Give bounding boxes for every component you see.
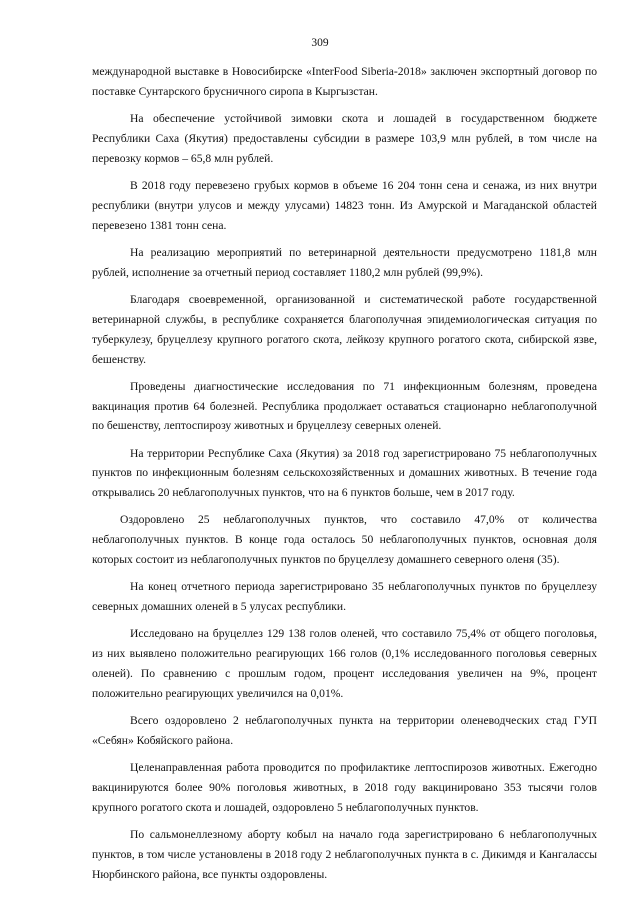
paragraph-wintering-subsidies: На обеспечение устойчивой зимовки скота и лошадей в государственном бюджете Республики Саха (Якутия) предоставлены субсидии в размере 103,9 млн рублей, в том числе на перевозку кормов – 65,8 млн рублей.: [92, 112, 597, 165]
paragraph-brucellosis-research: Исследовано на бруцеллез 129 138 голов оленей, что составило 75,4% от общего поголовья, из них выявлено положительно реагирующих 166 голов (0,1% исследованного поголовья северных оленей). По сравнению с прошлым годом, процент исследования увеличен на 9%, процент положительно реагирующих увеличился на 0,01%.: [92, 627, 597, 701]
paragraph-sebyan-recovery: Всего оздоровлено 2 неблагополучных пункта на территории оленеводческих стад ГУП «Себян» Кобяйского района.: [92, 714, 597, 748]
paragraph-leptospirosis: Целенаправленная работа проводится по профилактике лептоспирозов животных. Ежегодно вакцинируются более 90% поголовья животных, в 2018 году вакцинировано 353 тысячи голов крупного рогатого скота и лошадей, оздоровлено 5 неблагополучных пунктов.: [92, 761, 597, 814]
page-number: 309: [311, 37, 329, 49]
paragraph-veterinary-funding: На реализацию мероприятий по ветеринарной деятельности предусмотрено 1181,8 млн рублей, исполнение за отчетный период составляет 1180,2 млн рублей (99,9%).: [92, 245, 597, 279]
paragraph-reindeer-brucellosis: На конец отчетного периода зарегистрировано 35 неблагополучных пунктов по бруцеллезу северных домашних оленей в 5 улусах республики.: [92, 580, 597, 614]
paragraph-registered-points: На территории Республике Саха (Якутия) за 2018 год зарегистрировано 75 неблагополучных пунктов по инфекционным болезням сельскохозяйственных и домашних животных. В течение года открывались 20 неблагополучных пунктов, что на 6 пунктов больше, чем в 2017 году.: [92, 446, 597, 500]
paragraph-diagnostics: Проведены диагностические исследования по 71 инфекционным болезням, проведена вакцинация против 64 болезней. Республика продолжает оставаться стационарно неблагополучной по бешенству, лептоспирозу животных и бруцеллезу северных оленей.: [92, 379, 597, 433]
paragraph-epidemic-situation: Благодаря своевременной, организованной и систематической работе государственной ветеринарной службы, в республике сохраняется благополучная эпидемиологическая ситуация по туберкулезу, бруцеллезу крупного рогатого скота, лейкозу крупного рогатого скота, сибирской язве, бешенству.: [92, 292, 597, 366]
body-text: [92, 62, 597, 892]
paragraph-recovered-points: Оздоровлено 25 неблагополучных пунктов, что составило 47,0% от количества неблагополучных пунктов. В конце года осталось 50 неблагополучных пунктов, основная доля которых состоит из неблагополучных пунктов по бруцеллезу домашнего северного оленя (35).: [92, 513, 597, 567]
paragraph-export-contract: международной выставке в Новосибирске «InterFood Siberia-2018» заключен экспортный договор по поставке Сунтарского брусничного сиропа в Кыргызстан.: [92, 65, 597, 98]
paragraph-feed-transport: В 2018 году перевезено грубых кормов в объеме 16 204 тонн сена и сенажа, из них внутри республики (внутри улусов и между улусами) 14823 тонн. Из Амурской и Магаданской областей перевезено 1381 тонн сена.: [92, 178, 597, 232]
paragraph-salmonella-abortion: По сальмонеллезному аборту кобыл на начало года зарегистрировано 6 неблагополучных пунктов, в том числе установлены в 2018 году 2 неблагополучных пункта в с. Дикимдя и Кангалассы Нюрбинского района, все пункты оздоровлены.: [92, 828, 597, 881]
